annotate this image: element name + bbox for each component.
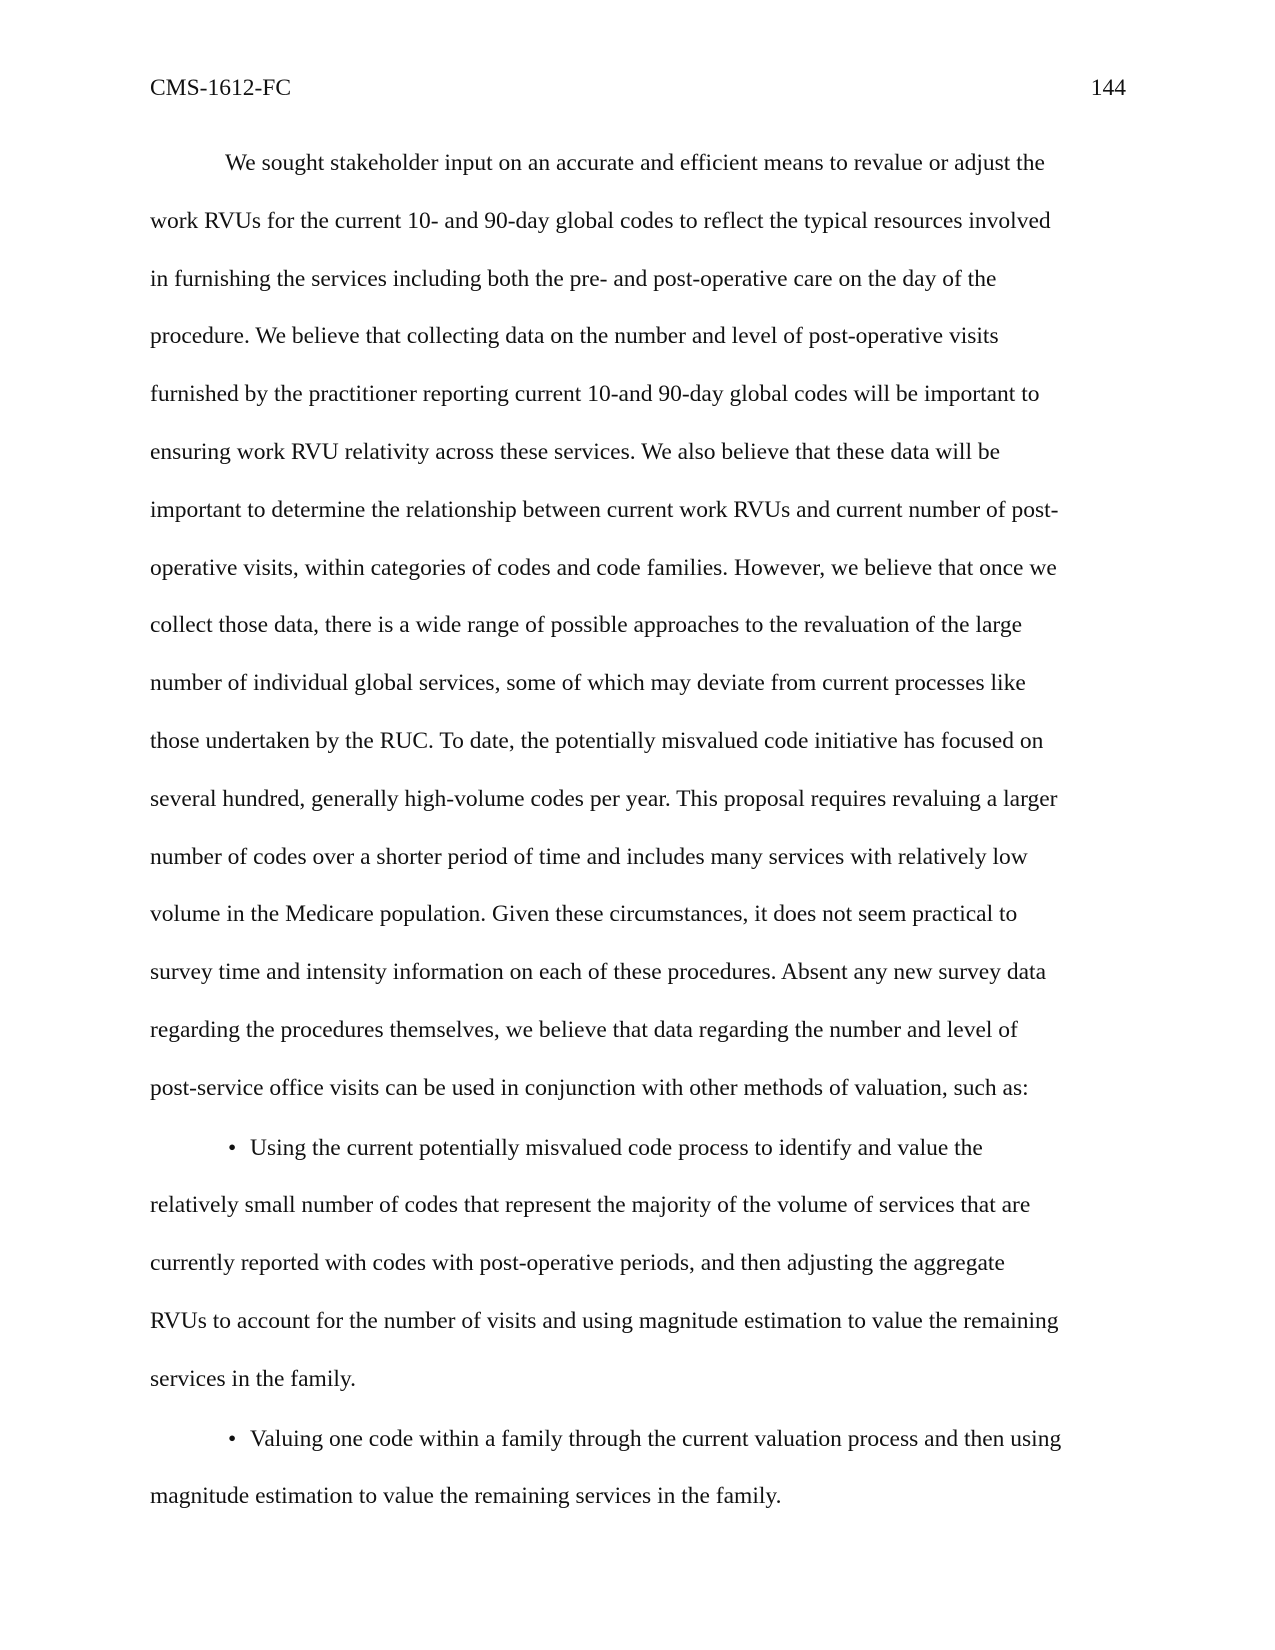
paragraph-line: several hundred, generally high-volume codes per year. This proposal requires revaluing a larger: [150, 785, 1058, 812]
bullet-marker: •: [228, 1425, 237, 1452]
paragraph-line: ensuring work RVU relativity across these services. We also believe that these data will be: [150, 438, 1001, 465]
paragraph-line: number of individual global services, some of which may deviate from current processes like: [150, 670, 1026, 697]
document-body: [150, 149, 1130, 1540]
bullet-line: magnitude estimation to value the remaining services in the family.: [150, 1483, 782, 1510]
bullet-line: Using the current potentially misvalued code process to identify and value the: [250, 1134, 983, 1161]
bullet-line: RVUs to account for the number of visits and using magnitude estimation to value the remaining: [150, 1307, 1059, 1334]
bullet-line: currently reported with codes with post-operative periods, and then adjusting the aggregate: [150, 1250, 1005, 1277]
paragraph-line: important to determine the relationship between current work RVUs and current number of post-: [150, 496, 1059, 523]
paragraph-line: volume in the Medicare population. Given these circumstances, it does not seem practical to: [150, 901, 1018, 928]
bullet-line: Valuing one code within a family through the current valuation process and then using: [250, 1425, 1062, 1452]
paragraph-line: in furnishing the services including both the pre- and post-operative care on the day of the: [150, 265, 997, 292]
paragraph-line: survey time and intensity information on each of these procedures. Absent any new survey data: [150, 959, 1047, 986]
paragraph-line: those undertaken by the RUC. To date, the potentially misvalued code initiative has focused on: [150, 727, 1044, 754]
paragraph-line: collect those data, there is a wide range of possible approaches to the revaluation of the large: [150, 612, 1023, 639]
main-paragraph: [150, 149, 1130, 1132]
document-id: CMS-1612-FC: [150, 75, 292, 101]
paragraph-line: We sought stakeholder input on an accurate and efficient means to revalue or adjust the: [225, 150, 1045, 176]
bullet-item-2: [150, 1425, 1130, 1541]
paragraph-line: procedure. We believe that collecting data on the number and level of post-operative visits: [150, 323, 999, 350]
bullet-line: relatively small number of codes that represent the majority of the volume of services that are: [150, 1192, 1031, 1219]
paragraph-line: number of codes over a shorter period of time and includes many services with relatively low: [150, 843, 1028, 870]
paragraph-line: operative visits, within categories of codes and code families. However, we believe that once we: [150, 554, 1057, 581]
bullet-item-1: [150, 1134, 1130, 1423]
paragraph-line: furnished by the practitioner reporting current 10-and 90-day global codes will be important to: [150, 381, 1040, 408]
bullet-line: services in the family.: [150, 1365, 356, 1392]
paragraph-line: post-service office visits can be used in conjunction with other methods of valuation, such as:: [150, 1074, 1029, 1101]
paragraph-line: regarding the procedures themselves, we believe that data regarding the number and level of: [150, 1016, 1018, 1043]
page-number: 144: [1090, 75, 1126, 101]
bullet-marker: •: [228, 1134, 237, 1161]
paragraph-line: work RVUs for the current 10- and 90-day global codes to reflect the typical resources involved: [150, 207, 1051, 234]
